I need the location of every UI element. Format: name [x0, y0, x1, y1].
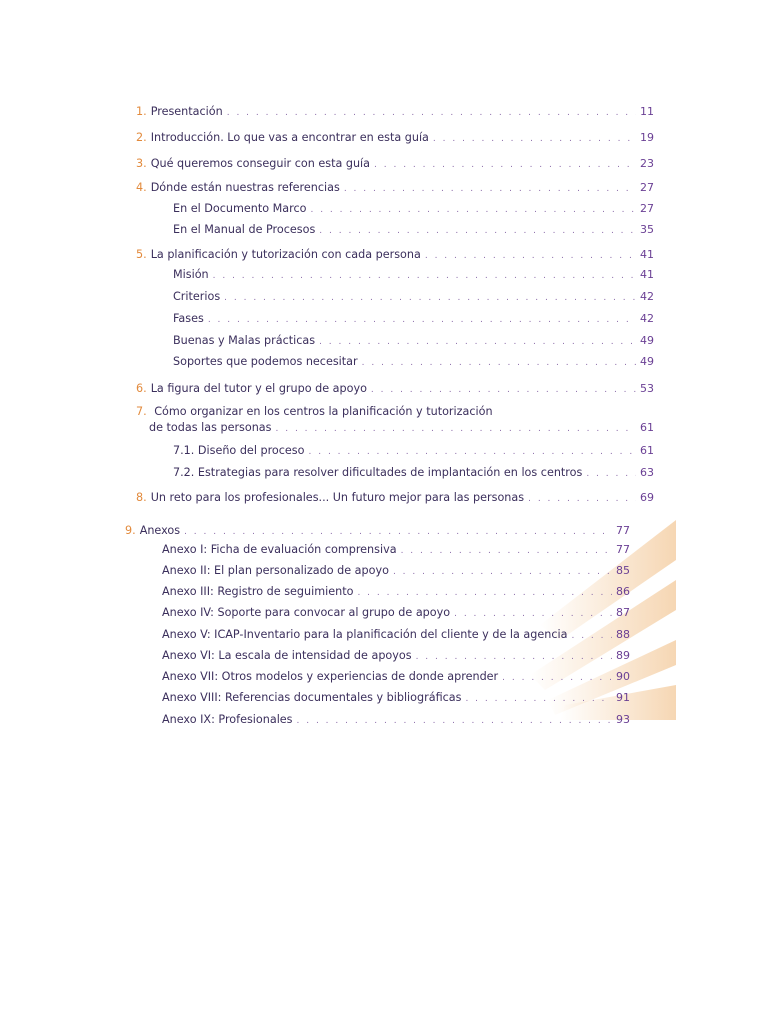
toc-entry[interactable]	[136, 248, 654, 263]
entry-title: Anexo V: ICAP-Inventario para la planificación del cliente y de la agencia	[162, 628, 568, 641]
entry-title: Anexo IX: Profesionales	[162, 713, 293, 726]
toc-entry[interactable]	[136, 382, 654, 397]
toc-subentry[interactable]	[173, 223, 654, 238]
dot-leader	[371, 383, 636, 397]
toc-subentry[interactable]	[173, 466, 654, 481]
entry-title: Anexo II: El plan personalizado de apoyo	[162, 564, 389, 577]
entry-number: 8.	[136, 491, 147, 504]
entry-page: 49	[640, 334, 654, 347]
entry-title: Buenas y Malas prácticas	[173, 334, 316, 347]
toc-annex-entry[interactable]	[162, 606, 630, 621]
dot-leader	[362, 356, 636, 370]
toc-entry-7-first-line[interactable]	[136, 405, 493, 419]
dot-leader	[454, 607, 612, 621]
entry-page: 27	[640, 202, 654, 215]
toc-subentry[interactable]	[173, 312, 654, 327]
dot-leader	[213, 269, 636, 283]
entry-title: Anexo VIII: Referencias documentales y bibliográficas	[162, 691, 462, 704]
dot-leader	[586, 467, 636, 481]
dot-leader	[465, 692, 612, 706]
entry-title: En el Manual de Procesos	[173, 223, 316, 236]
entry-page: 88	[616, 628, 630, 641]
dot-leader	[297, 714, 612, 728]
toc-annex-entry[interactable]	[162, 691, 630, 706]
entry-page: 86	[616, 585, 630, 598]
entry-page: 85	[616, 564, 630, 577]
entry-title: 7.1. Diseño del proceso	[173, 444, 305, 457]
dot-leader	[571, 629, 612, 643]
entry-title: Presentación	[150, 105, 223, 118]
dot-leader	[309, 445, 637, 459]
entry-page: 19	[640, 131, 654, 144]
toc-entry[interactable]	[125, 524, 630, 539]
entry-page: 77	[616, 524, 630, 537]
toc-annex-entry[interactable]	[162, 670, 630, 685]
toc-annex-entry[interactable]	[162, 543, 630, 558]
entry-page: 49	[640, 355, 654, 368]
entry-page: 91	[616, 691, 630, 704]
entry-title: La planificación y tutorización con cada persona	[150, 248, 421, 261]
dot-leader	[319, 224, 636, 238]
entry-page: 90	[616, 670, 630, 683]
entry-title: Criterios	[173, 290, 221, 303]
dot-leader	[502, 671, 612, 685]
entry-title: En el Documento Marco	[173, 202, 307, 215]
entry-title: Anexo IV: Soporte para convocar al grupo de apoyo	[162, 606, 451, 619]
entry-page: 41	[640, 268, 654, 281]
entry-page: 41	[640, 248, 654, 261]
entry-page: 23	[640, 157, 654, 170]
entry-title: Fases	[173, 312, 204, 325]
toc-annex-entry[interactable]	[162, 713, 630, 728]
entry-title: Introducción. Lo que vas a encontrar en esta guía	[150, 131, 429, 144]
entry-page: 77	[616, 543, 630, 556]
entry-page: 61	[640, 421, 654, 434]
entry-title: Misión	[173, 268, 209, 281]
toc-entry[interactable]	[136, 157, 654, 172]
entry-title: Anexo III: Registro de seguimiento	[162, 585, 354, 598]
dot-leader	[528, 492, 636, 506]
entry-page: 27	[640, 181, 654, 194]
entry-title: Un reto para los profesionales... Un futuro mejor para las personas	[150, 491, 525, 504]
dot-leader	[227, 106, 636, 120]
entry-page: 53	[640, 382, 654, 395]
toc-entry[interactable]	[136, 105, 654, 120]
entry-number: 5.	[136, 248, 147, 261]
toc-annex-entry[interactable]	[162, 564, 630, 579]
dot-leader	[433, 132, 636, 146]
toc-annex-entry[interactable]	[162, 585, 630, 600]
entry-number: 9.	[125, 524, 136, 537]
dot-leader	[374, 158, 636, 172]
dot-leader	[319, 335, 636, 349]
entry-title-continued: de todas las personas	[149, 421, 272, 434]
entry-title: Cómo organizar en los centros la planificación y tutorización	[154, 405, 493, 418]
toc-entry[interactable]	[136, 181, 654, 196]
entry-number: 3.	[136, 157, 147, 170]
entry-number: 4.	[136, 181, 147, 194]
dot-leader	[357, 586, 612, 600]
toc-subentry[interactable]	[173, 202, 654, 217]
dot-leader	[425, 249, 636, 263]
toc-subentry[interactable]	[173, 444, 654, 459]
entry-page: 69	[640, 491, 654, 504]
entry-title: 7.2. Estrategias para resolver dificultades de implantación en los centros	[173, 466, 583, 479]
toc-entry[interactable]	[136, 131, 654, 146]
dot-leader	[276, 422, 637, 436]
entry-title: Anexo VII: Otros modelos y experiencias de donde aprender	[162, 670, 499, 683]
dot-leader	[416, 650, 612, 664]
toc-entry-7-second-line[interactable]	[149, 421, 654, 436]
entry-page: 35	[640, 223, 654, 236]
entry-title: Soportes que podemos necesitar	[173, 355, 358, 368]
toc-entry[interactable]	[136, 491, 654, 506]
dot-leader	[310, 203, 636, 217]
entry-page: 42	[640, 312, 654, 325]
toc-annex-entry[interactable]	[162, 649, 630, 664]
entry-page: 87	[616, 606, 630, 619]
dot-leader	[344, 182, 636, 196]
entry-title: Anexo VI: La escala de intensidad de apoyos	[162, 649, 412, 662]
entry-page: 89	[616, 649, 630, 662]
entry-title: Qué queremos conseguir con esta guía	[150, 157, 371, 170]
dot-leader	[401, 544, 612, 558]
dot-leader	[224, 291, 636, 305]
dot-leader	[208, 313, 636, 327]
toc-subentry[interactable]	[173, 268, 654, 283]
toc-subentry[interactable]	[173, 290, 654, 305]
toc-subentry[interactable]	[173, 334, 654, 349]
entry-page: 93	[616, 713, 630, 726]
entry-number: 6.	[136, 382, 147, 395]
entry-number: 7.	[136, 405, 147, 418]
entry-number: 1.	[136, 105, 147, 118]
entry-number: 2.	[136, 131, 147, 144]
entry-title: La figura del tutor y el grupo de apoyo	[150, 382, 367, 395]
entry-title: Anexos	[139, 524, 181, 537]
entry-page: 61	[640, 444, 654, 457]
toc-subentry[interactable]	[173, 355, 654, 370]
entry-page: 63	[640, 466, 654, 479]
dot-leader	[184, 525, 612, 539]
toc-annex-entry[interactable]	[162, 628, 630, 643]
entry-title: Dónde están nuestras referencias	[150, 181, 340, 194]
entry-page: 42	[640, 290, 654, 303]
entry-title: Anexo I: Ficha de evaluación comprensiva	[162, 543, 397, 556]
entry-page: 11	[640, 105, 654, 118]
dot-leader	[393, 565, 612, 579]
